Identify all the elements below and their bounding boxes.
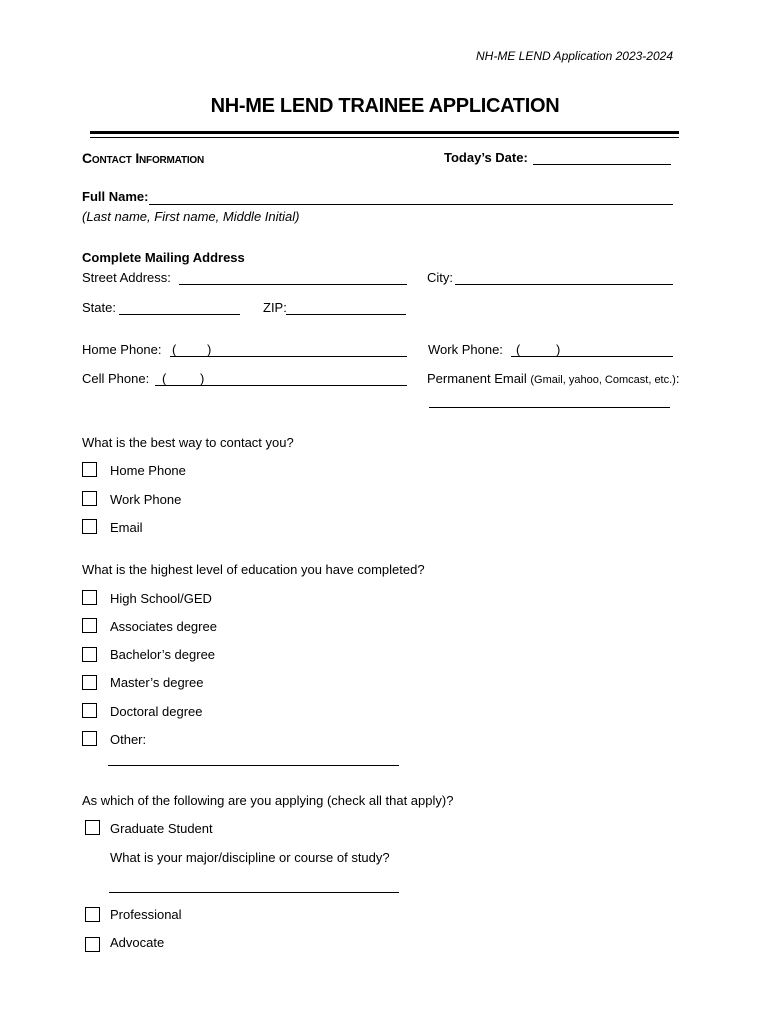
work-phone-paren-close: ) <box>556 342 561 357</box>
work-phone-label: Work Phone: <box>428 342 503 357</box>
checkbox-other[interactable] <box>82 731 97 746</box>
option-home-phone: Home Phone <box>110 463 186 478</box>
education-question: What is the highest level of education you have completed? <box>82 562 425 577</box>
applying-as-question: As which of the following are you applying (check all that apply)? <box>82 793 454 808</box>
checkbox-professional[interactable] <box>85 907 100 922</box>
checkbox-advocate[interactable] <box>85 937 100 952</box>
work-phone-paren-open: ( <box>516 342 521 357</box>
email-colon: : <box>675 371 680 386</box>
home-phone-paren-open: ( <box>172 342 177 357</box>
email-label: Permanent Email <box>427 371 527 386</box>
option-work-phone: Work Phone <box>110 492 182 507</box>
checkbox-associates[interactable] <box>82 618 97 633</box>
option-doctoral: Doctoral degree <box>110 704 203 719</box>
checkbox-home-phone[interactable] <box>82 462 97 477</box>
home-phone-label: Home Phone: <box>82 342 162 357</box>
cell-phone-paren-open: ( <box>162 371 167 386</box>
option-professional: Professional <box>110 907 182 922</box>
major-field[interactable] <box>109 891 399 893</box>
option-high-school: High School/GED <box>110 591 212 606</box>
checkbox-masters[interactable] <box>82 675 97 690</box>
option-associates: Associates degree <box>110 619 217 634</box>
street-address-label: Street Address: <box>82 270 171 285</box>
option-advocate: Advocate <box>110 935 165 950</box>
full-name-field[interactable] <box>149 203 673 205</box>
checkbox-high-school[interactable] <box>82 590 97 605</box>
option-email: Email <box>110 520 143 535</box>
page-title: NH-ME LEND TRAINEE APPLICATION <box>210 95 560 117</box>
street-address-field[interactable] <box>179 283 407 285</box>
zip-field[interactable] <box>286 313 406 315</box>
full-name-label: Full Name: <box>82 189 149 204</box>
option-other: Other: <box>110 732 147 747</box>
state-label: State: <box>82 300 116 315</box>
full-name-hint: (Last name, First name, Middle Initial) <box>82 209 300 224</box>
section-title-contact: Contact Information <box>82 150 205 166</box>
todays-date-label: Today’s Date: <box>444 150 528 165</box>
header-note: NH-ME LEND Application 2023-2024 <box>476 49 673 63</box>
option-graduate-student: Graduate Student <box>110 821 213 836</box>
home-phone-paren-close: ) <box>207 342 212 357</box>
email-field[interactable] <box>429 406 670 408</box>
title-rule-thin <box>90 137 679 138</box>
cell-phone-label: Cell Phone: <box>82 371 150 386</box>
zip-label: ZIP: <box>263 300 287 315</box>
contact-method-question: What is the best way to contact you? <box>82 435 294 450</box>
title-rule-thick <box>90 131 679 134</box>
todays-date-field[interactable] <box>533 163 671 165</box>
major-question: What is your major/discipline or course of study? <box>110 850 390 865</box>
mailing-address-heading: Complete Mailing Address <box>82 250 245 265</box>
home-phone-field[interactable] <box>170 355 407 357</box>
cell-phone-field[interactable] <box>155 384 407 386</box>
email-label-row <box>427 371 679 386</box>
checkbox-bachelors[interactable] <box>82 647 97 662</box>
city-label: City: <box>427 270 453 285</box>
checkbox-email[interactable] <box>82 519 97 534</box>
email-hint: (Gmail, yahoo, Comcast, etc.) <box>530 374 676 386</box>
city-field[interactable] <box>455 283 673 285</box>
state-field[interactable] <box>119 313 240 315</box>
other-education-field[interactable] <box>108 764 399 766</box>
checkbox-graduate-student[interactable] <box>85 820 100 835</box>
checkbox-doctoral[interactable] <box>82 703 97 718</box>
cell-phone-paren-close: ) <box>200 371 205 386</box>
option-masters: Master’s degree <box>110 675 204 690</box>
option-bachelors: Bachelor’s degree <box>110 647 216 662</box>
work-phone-field[interactable] <box>511 355 673 357</box>
checkbox-work-phone[interactable] <box>82 491 97 506</box>
